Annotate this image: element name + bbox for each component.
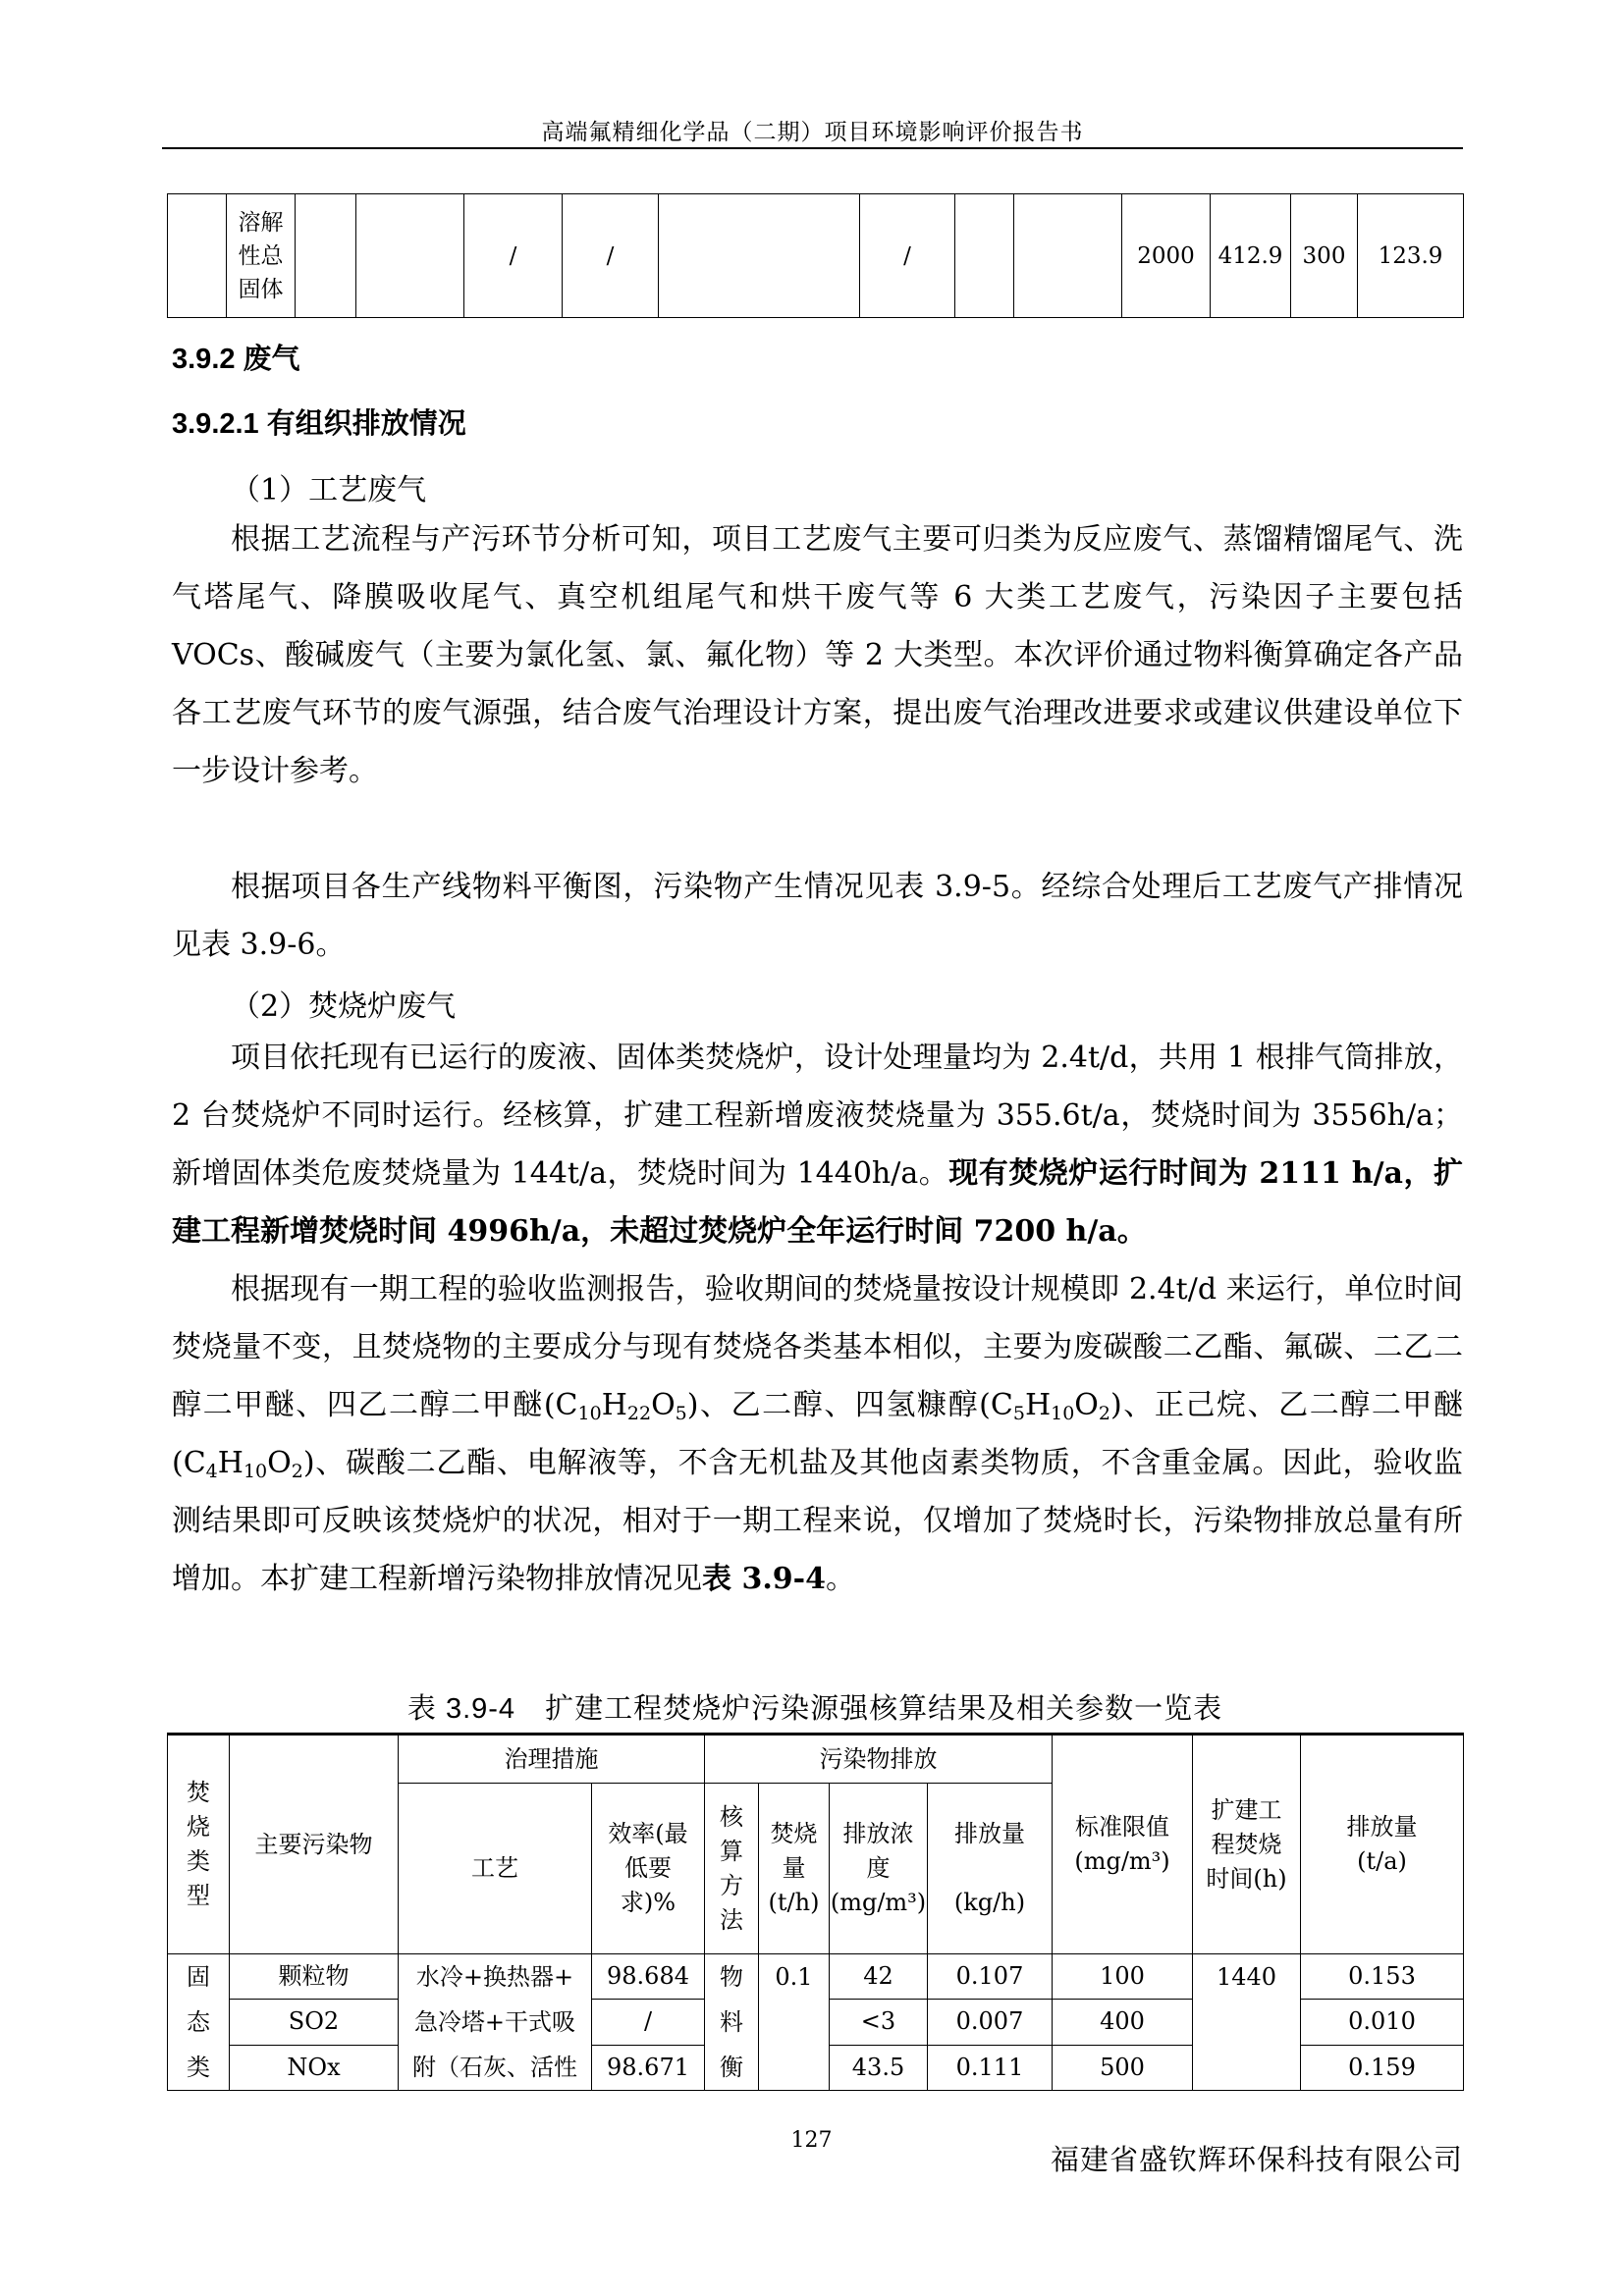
paragraph-incinerator — [172, 1029, 1463, 1260]
table-cell: 412.9 — [1211, 194, 1291, 318]
rate-cell: 0.007 — [928, 2000, 1053, 2045]
header-limit: 标准限值 (mg/m³) — [1053, 1735, 1193, 1954]
pollutant-cell: NOx — [230, 2045, 399, 2090]
burn-cell: 0.1 — [759, 1954, 830, 2091]
header-pollutant: 主要污染物 — [230, 1735, 399, 1954]
header-method: 核 算 方 法 — [705, 1784, 759, 1954]
page-number: 127 — [790, 2128, 833, 2153]
table-caption: 表 3.9-4 扩建工程焚烧炉污染源强核算结果及相关参数一览表 — [406, 1693, 1223, 1725]
table-cell: / — [860, 194, 955, 318]
time-cell: 1440 — [1193, 1954, 1301, 2091]
table-cell: 溶解 性总 固体 — [227, 194, 296, 318]
limit-cell: 100 — [1053, 1954, 1193, 2000]
type-cell: 固 态 类 — [168, 1954, 230, 2091]
rate-cell: 0.107 — [928, 1954, 1053, 2000]
table-cell — [659, 194, 860, 318]
running-header: 高端氟精细化学品（二期）项目环境影响评价报告书 — [541, 120, 1084, 145]
header-rule — [162, 147, 1463, 149]
limit-cell: 500 — [1053, 2045, 1193, 2090]
table-cell — [296, 194, 356, 318]
table-row — [168, 194, 1464, 318]
table-cell — [1014, 194, 1122, 318]
conc-cell: 43.5 — [830, 2045, 928, 2090]
table-cell — [955, 194, 1014, 318]
section-heading: 3.9.2 废气 — [172, 344, 300, 375]
incinerator-source-table — [167, 1733, 1464, 2091]
method-cell: 物 料 衡 — [705, 1954, 759, 2091]
header-measures: 治理措施 — [399, 1735, 705, 1784]
table-cell — [168, 194, 227, 318]
header-conc: 排放浓 度 (mg/m³) — [830, 1784, 928, 1954]
bold-statement: 现有焚烧炉运行时间为 2111 h/a，扩建工程新增焚烧时间 4996h/a，未超过焚烧炉全年运行时间 7200 h/a。 — [172, 1156, 1463, 1249]
header-efficiency: 效率(最 低要 求)% — [592, 1784, 705, 1954]
table-cell: 300 — [1291, 194, 1358, 318]
table-header-row — [168, 1735, 1464, 1784]
header-rate: 排放量 (kg/h) — [928, 1784, 1053, 1954]
table-cell: / — [563, 194, 659, 318]
paragraph-process-gas: 根据工艺流程与产污环节分析可知，项目工艺废气主要可归类为反应废气、蒸馏精馏尾气、洗气塔尾气、降膜吸收尾气、真空机组尾气和烘干废气等 6 大类工艺废气，污染因子主要包括 VOCs、酸碱废气（主要为氯化氢、氯、氟化物）等 2 大类型。本次评价通过物料衡算确定各产品各工艺废气环节的废气源强，结合废气治理设计方案，提出废气治理改进要求或建议供建设单位下一步设计参考。 — [172, 522, 1463, 788]
efficiency-cell: / — [592, 2000, 705, 2045]
limit-cell: 400 — [1053, 2000, 1193, 2045]
top-table-continuation — [167, 193, 1464, 318]
total-cell: 0.153 — [1301, 1954, 1464, 2000]
header-process: 工艺 — [399, 1784, 592, 1954]
pollutant-cell: 颗粒物 — [230, 1954, 399, 2000]
header-emission: 污染物排放 — [705, 1735, 1053, 1784]
total-cell: 0.010 — [1301, 2000, 1464, 2045]
subheading-incinerator: （2）焚烧炉废气 — [231, 989, 457, 1024]
efficiency-cell: 98.684 — [592, 1954, 705, 2000]
header-time: 扩建工 程焚烧 时间(h) — [1193, 1735, 1301, 1954]
paragraph-acceptance: 根据现有一期工程的验收监测报告，验收期间的焚烧量按设计规模即 2.4t/d 来运行，单位时间焚烧量不变，且焚烧物的主要成分与现有焚烧各类基本相似，主要为废碳酸二乙酯、氟碳、二乙二醇二甲醚、四乙二醇二甲醚$(C_{10}H_{22}O_5)$、乙二醇、四氢糠醇$(C_5H_{10}O_2)$、正己烷、乙二醇二甲醚$(C_4H_{10}O_2)$、碳酸二乙酯、电解液等，不含无机盐及其他卤素类物质，不含重金属。因此，验收监测结果即可反映该焚烧炉的状况，相对于一期工程来说，仅增加了焚烧时长，污染物排放总量有所增加。本扩建工程新增污染物排放情况见表 3.9-4。 — [172, 1272, 1463, 1596]
total-cell: 0.159 — [1301, 2045, 1464, 2090]
header-burn: 焚烧 量 (t/h) — [759, 1784, 830, 1954]
conc-cell: <3 — [830, 2000, 928, 2045]
rate-cell: 0.111 — [928, 2045, 1053, 2090]
conc-cell: 42 — [830, 1954, 928, 2000]
table-reference: 表 3.9-4 — [702, 1562, 826, 1596]
paragraph-text: 项目依托现有已运行的废液、固体类焚烧炉，设计处理量均为 2.4t/d，共用 1 根排气筒排放，2 台焚烧炉不同时运行。经核算，扩建工程新增废液焚烧量为 355.6t/a，焚烧时间为 3556h/a；新增固体类危废焚烧量为 144t/a，焚烧时间为 1440h/a。 — [172, 1041, 1463, 1191]
table-cell: 2000 — [1122, 194, 1211, 318]
header-total: 排放量 (t/a) — [1301, 1735, 1464, 1954]
process-cell: 水冷+换热器+ 急冷塔+干式吸 附（石灰、活性 — [399, 1954, 592, 2091]
header-type: 焚 烧 类 型 — [168, 1735, 230, 1954]
table-cell: 123.9 — [1358, 194, 1464, 318]
pollutant-cell: SO2 — [230, 2000, 399, 2045]
table-cell — [356, 194, 464, 318]
footer-company: 福建省盛钦辉环保科技有限公司 — [1050, 2143, 1463, 2176]
subheading-process-gas: （1）工艺废气 — [231, 473, 427, 507]
paragraph-balance: 根据项目各生产线物料平衡图，污染物产生情况见表 3.9-5。经综合处理后工艺废气产排情况见表 3.9-6。 — [172, 870, 1463, 962]
efficiency-cell: 98.671 — [592, 2045, 705, 2090]
table-row — [168, 1954, 1464, 2000]
table-cell: / — [464, 194, 563, 318]
subsection-heading: 3.9.2.1 有组织排放情况 — [172, 408, 466, 440]
